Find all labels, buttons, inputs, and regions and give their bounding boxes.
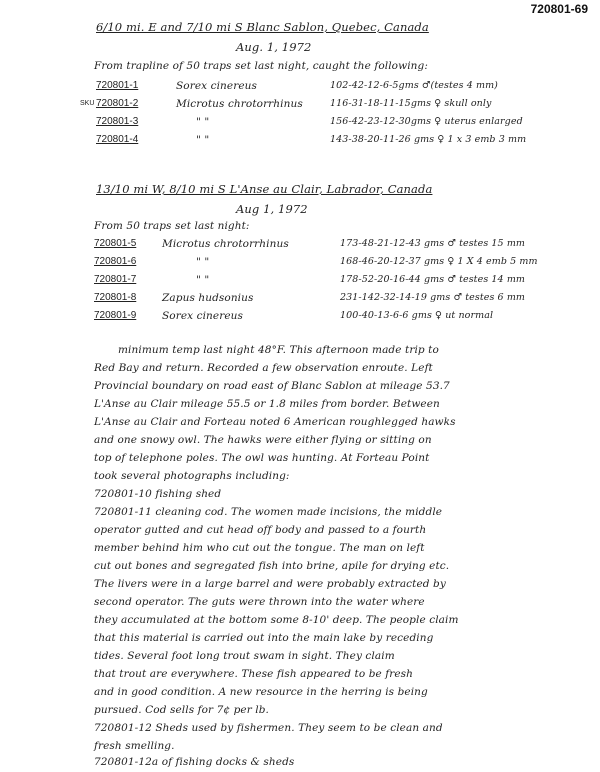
narrative-line: fresh smelling. xyxy=(94,740,175,752)
page-id: 720801-69 xyxy=(530,2,588,16)
specimen-row xyxy=(0,256,600,272)
narrative-line: The livers were in a large barrel and were probably extracted by xyxy=(94,578,446,590)
specimen-row xyxy=(0,274,600,290)
specimen-id: 720801-6 xyxy=(94,256,137,267)
section1-location: 6/10 mi. E and 7/10 mi S Blanc Sablon, Quebec, Canada xyxy=(96,20,429,34)
specimen-species: " " xyxy=(196,274,210,286)
specimen-measurements: 143-38-20-11-26 gms ♀ 1 x 3 emb 3 mm xyxy=(330,134,527,145)
narrative-line: 720801-11 cleaning cod. The women made incisions, the middle xyxy=(94,506,443,518)
specimen-measurements: 102-42-12-6-5gms ♂(testes 4 mm) xyxy=(330,80,498,91)
specimen-id: 720801-8 xyxy=(94,292,137,303)
specimen-species: " " xyxy=(196,134,210,146)
specimen-measurements: 168-46-20-12-37 gms ♀ 1 X 4 emb 5 mm xyxy=(340,256,538,267)
narrative-line: they accumulated at the bottom some 8-10' deep. The people claim xyxy=(94,614,459,626)
narrative-line: Red Bay and return. Recorded a few observation enroute. Left xyxy=(94,362,433,374)
specimen-measurements: 100-40-13-6-6 gms ♀ ut normal xyxy=(340,310,494,321)
narrative-line: pursued. Cod sells for 7¢ per lb. xyxy=(94,704,269,716)
specimen-species: Microtus chrotorrhinus xyxy=(162,238,289,250)
specimen-species: Sorex cinereus xyxy=(176,80,258,92)
specimen-id: 720801-2 xyxy=(96,98,139,109)
narrative-line: 720801-12 Sheds used by fishermen. They seem to be clean and xyxy=(94,722,443,734)
specimen-row xyxy=(0,310,600,326)
specimen-row xyxy=(0,134,600,150)
specimen-row xyxy=(0,98,600,114)
narrative-line: that this material is carried out into the main lake by receding xyxy=(94,632,434,644)
specimen-id: 720801-3 xyxy=(96,116,139,127)
specimen-row xyxy=(0,292,600,308)
section1-date: Aug. 1, 1972 xyxy=(236,40,312,54)
narrative-line: cut out bones and segregated fish into brine, apile for drying etc. xyxy=(94,560,450,572)
narrative-line: top of telephone poles. The owl was hunting. At Forteau Point xyxy=(94,452,430,464)
section2-date: Aug 1, 1972 xyxy=(236,202,308,216)
narrative-line: L'Anse au Clair mileage 55.5 or 1.8 miles from border. Between xyxy=(94,398,440,410)
specimen-species: " " xyxy=(196,116,210,128)
narrative-line: took several photographs including: xyxy=(94,470,290,482)
narrative-line: member behind him who cut out the tongue. The man on left xyxy=(94,542,425,554)
specimen-species: Zapus hudsonius xyxy=(162,292,254,304)
specimen-id: 720801-4 xyxy=(96,134,139,145)
specimen-row xyxy=(0,116,600,132)
narrative-line: and one snowy owl. The hawks were either flying or sitting on xyxy=(94,434,432,446)
narrative-line: that trout are everywhere. These fish appeared to be fresh xyxy=(94,668,414,680)
narrative-line: L'Anse au Clair and Forteau noted 6 American roughlegged hawks xyxy=(94,416,456,428)
narrative-line: minimum temp last night 48°F. This afternoon made trip to xyxy=(118,344,439,356)
specimen-id: 720801-9 xyxy=(94,310,137,321)
narrative-line: 720801-12a of fishing docks & sheds xyxy=(94,756,295,768)
specimen-species: Sorex cinereus xyxy=(162,310,244,322)
specimen-species: Microtus chrotorrhinus xyxy=(176,98,303,110)
specimen-measurements: 156-42-23-12-30gms ♀ uterus enlarged xyxy=(330,116,523,127)
specimen-id: 720801-1 xyxy=(96,80,139,91)
specimen-id: 720801-7 xyxy=(94,274,137,285)
section1-intro: From trapline of 50 traps set last night, caught the following: xyxy=(94,60,428,72)
section2-intro: From 50 traps set last night: xyxy=(94,220,250,232)
narrative-line: Provincial boundary on road east of Blanc Sablon at mileage 53.7 xyxy=(94,380,450,392)
specimen-measurements: 178-52-20-16-44 gms ♂ testes 14 mm xyxy=(340,274,526,285)
specimen-measurements: 116-31-18-11-15gms ♀ skull only xyxy=(330,98,492,109)
specimen-measurements: 173-48-21-12-43 gms ♂ testes 15 mm xyxy=(340,238,526,249)
narrative-line: operator gutted and cut head off body and passed to a fourth xyxy=(94,524,427,536)
narrative-line: 720801-10 fishing shed xyxy=(94,488,222,500)
specimen-prefix: SKU xyxy=(80,100,95,107)
specimen-species: " " xyxy=(196,256,210,268)
specimen-id: 720801-5 xyxy=(94,238,137,249)
specimen-measurements: 231-142-32-14-19 gms ♂ testes 6 mm xyxy=(340,292,526,303)
narrative-line: tides. Several foot long trout swam in sight. They claim xyxy=(94,650,395,662)
specimen-row xyxy=(0,80,600,96)
narrative-line: second operator. The guts were thrown into the water where xyxy=(94,596,425,608)
specimen-row xyxy=(0,238,600,254)
section2-location: 13/10 mi W, 8/10 mi S L'Anse au Clair, Labrador, Canada xyxy=(96,182,433,196)
narrative-line: and in good condition. A new resource in the herring is being xyxy=(94,686,428,698)
